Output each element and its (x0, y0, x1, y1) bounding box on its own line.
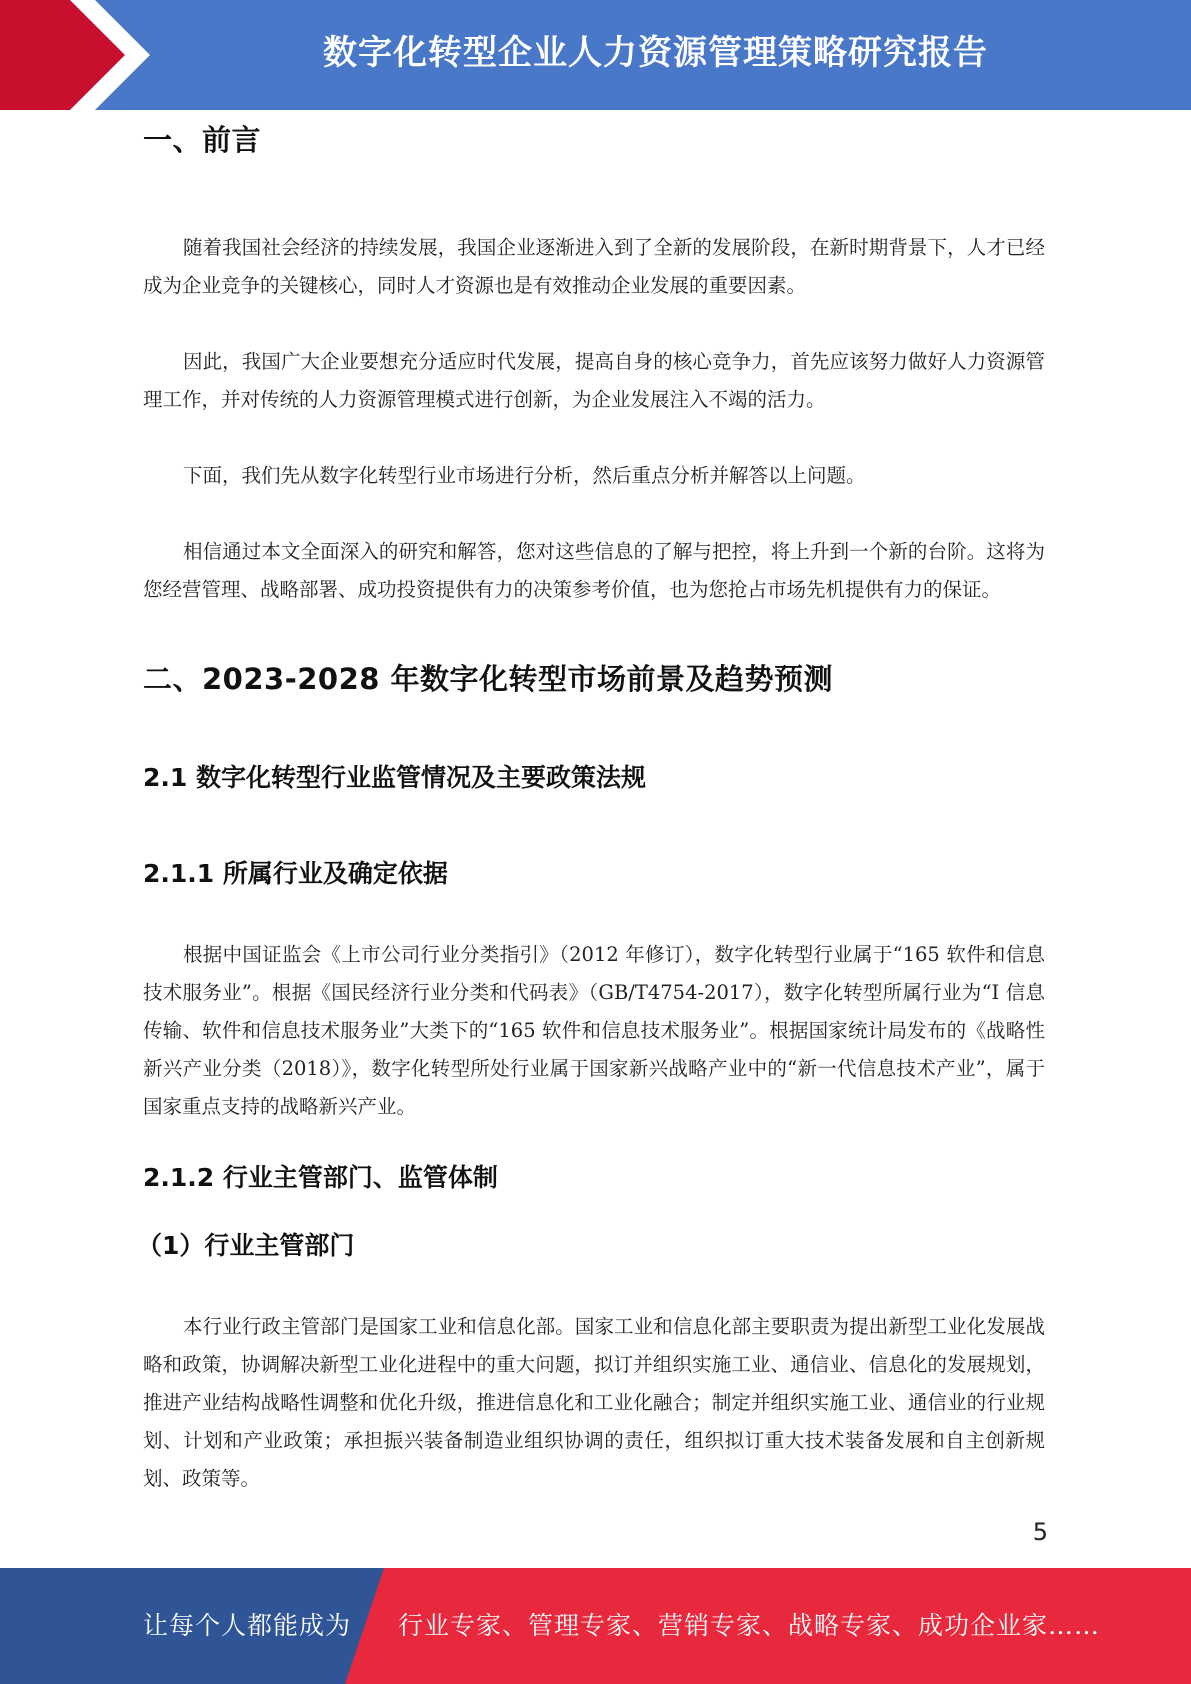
section-heading-market-outlook: 二、2023-2028 年数字化转型市场前景及趋势预测 (143, 662, 834, 696)
document-body (137, 118, 1045, 1498)
footer-slogan-left: 让每个人都能成为 (143, 1611, 352, 1640)
report-title: 数字化转型企业人力资源管理策略研究报告 (323, 33, 988, 73)
footer-slogan-right: 行业专家、管理专家、营销专家、战略专家、成功企业家…… (398, 1611, 1101, 1640)
page-number: 5 (1032, 1518, 1048, 1546)
intro-paragraph-1: 随着我国社会经济的持续发展，我国企业逐渐进入到了全新的发展阶段，在新时期背景下，人才已经成为企业竞争的关键核心，同时人才资源也是有效推动企业发展的重要因素。 (143, 236, 1045, 297)
industry-classification-paragraph: 根据中国证监会《上市公司行业分类指引》（2012 年修订），数字化转型行业属于“165 软件和信息技术服务业”。根据《国民经济行业分类和代码表》（GB/T4754-2017），数字化转型所属行业为“I 信息传输、软件和信息技术服务业”大类下的“165 软件和信息技术服务业”。根据国家统计局发布的《战略性新兴产业分类（2018）》，数字化转型所处行业属于国家新兴战略产业中的“新一代信息技术产业”，属于国家重点支持的战略新兴产业。 (143, 943, 1045, 1118)
competent-department-paragraph: 本行业行政主管部门是国家工业和信息化部。国家工业和信息化部主要职责为提出新型工业化发展战略和政策，协调解决新型工业化进程中的重大问题，拟订并组织实施工业、通信业、信息化的发展规划，推进产业结构战略性调整和优化升级，推进信息化和工业化融合；制定并组织实施工业、通信业的行业规划、计划和产业政策；承担振兴装备制造业组织协调的责任，组织拟订重大技术装备发展和自主创新规划、政策等。 (143, 1315, 1045, 1490)
section-heading-intro: 一、前言 (143, 123, 262, 157)
intro-paragraph-4: 相信通过本文全面深入的研究和解答，您对这些信息的了解与把控，将上升到一个新的台阶。这将为您经营管理、战略部署、成功投资提供有力的决策参考价值，也为您抢占市场先机提供有力的保证。 (143, 540, 1045, 601)
header-band (0, 0, 1191, 110)
subsection-heading-2-1: 2.1 数字化转型行业监管情况及主要政策法规 (143, 763, 646, 792)
intro-paragraph-2: 因此，我国广大企业要想充分适应时代发展，提高自身的核心竞争力，首先应该努力做好人力资源管理工作，并对传统的人力资源管理模式进行创新，为企业发展注入不竭的活力。 (143, 350, 1045, 411)
intro-paragraph-3: 下面，我们先从数字化转型行业市场进行分析，然后重点分析并解答以上问题。 (183, 464, 866, 487)
subsection-heading-2-1-2: 2.1.2 行业主管部门、监管体制 (143, 1163, 498, 1192)
footer-band (0, 1568, 1191, 1684)
subsection-heading-competent-department: （1）行业主管部门 (137, 1231, 355, 1260)
subsection-heading-2-1-1: 2.1.1 所属行业及确定依据 (143, 859, 448, 888)
